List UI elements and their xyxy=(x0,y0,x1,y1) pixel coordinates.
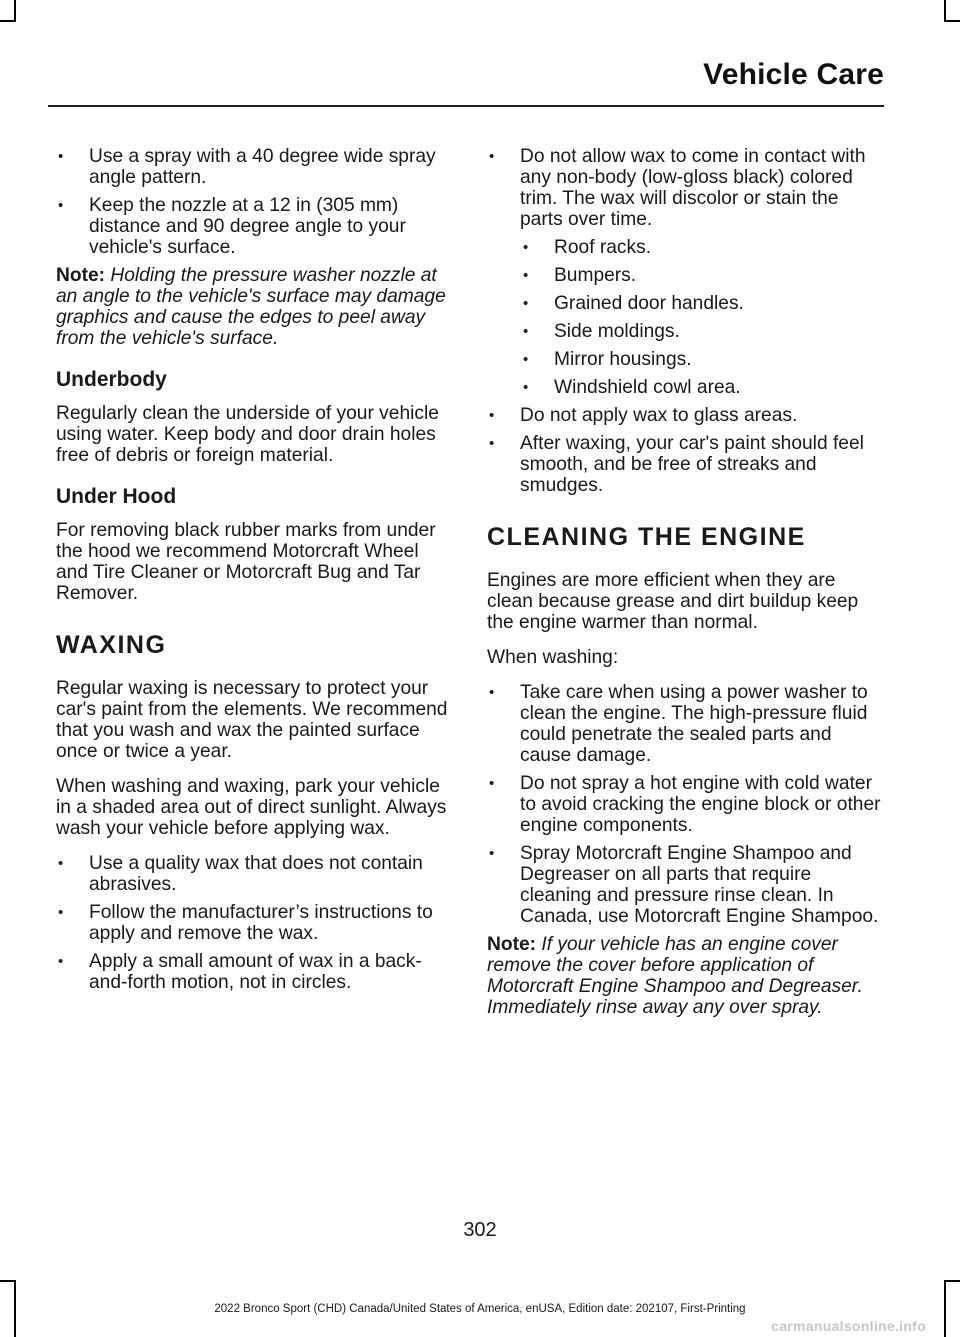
crop-mark-top-right-v xyxy=(944,0,946,22)
footer-edition-info: 2022 Bronco Sport (CHD) Canada/United States of America, enUSA, Edition date: 202107, First-Printing xyxy=(214,1303,746,1315)
note-label: Note: xyxy=(56,265,106,286)
note-text: Holding the pressure washer nozzle at an angle to the vehicle's surface may damage graphics and cause the edges to peel away from the vehicle's surface. xyxy=(56,265,446,349)
list-item: • After waxing, your car's paint should feel smooth, and be free of streaks and smudges. xyxy=(487,433,882,496)
list-item: • Do not spray a hot engine with cold water to avoid cracking the engine block or other engine components. xyxy=(487,773,882,836)
page-title: Vehicle Care xyxy=(703,58,884,91)
under-hood-text: For removing black rubber marks from under the hood we recommend Motorcraft Wheel and Tire Cleaner or Motorcraft Bug and Tar Remover. xyxy=(56,520,436,604)
section-heading-cleaning-engine: CLEANING THE ENGINE xyxy=(487,523,806,551)
waxing-paragraph-2: When washing and waxing, park your vehicle in a shaded area out of direct sunlight. Always wash your vehicle before applying wax. xyxy=(56,776,447,839)
engine-paragraph-2: When washing: xyxy=(487,647,619,668)
sub-list-item: • Grained door handles. xyxy=(487,293,882,314)
waxing-paragraph-1: Regular waxing is necessary to protect your car's paint from the elements. We recommend that you wash and wax the painted surface once or twice a year. xyxy=(56,678,448,762)
pressure-washer-list xyxy=(56,146,448,258)
note-text: If your vehicle has an engine cover remove the cover before application of Motorcraft Engine Shampoo and Degreaser. Immediately rinse away any over spray. xyxy=(487,934,863,1018)
list-item: • Apply a small amount of wax in a back-and-forth motion, not in circles. xyxy=(56,951,448,993)
waxing-list xyxy=(56,853,448,993)
note-paragraph xyxy=(487,934,882,1018)
sub-list-item: • Windshield cowl area. xyxy=(487,377,882,398)
list-item: • Take care when using a power washer to clean the engine. The high-pressure fluid could penetrate the sealed parts and cause damage. xyxy=(487,682,882,766)
section-heading-waxing: WAXING xyxy=(56,631,167,659)
engine-list xyxy=(487,682,882,927)
section-heading-underbody: Underbody xyxy=(56,368,167,391)
list-item: • Do not allow wax to come in contact with any non-body (low-gloss black) colored trim. The wax will discolor or stain the parts over time. xyxy=(487,146,882,230)
crop-mark-bottom-left-h xyxy=(0,1280,16,1282)
list-item: • Keep the nozzle at a 12 in (305 mm) distance and 90 degree angle to your vehicle's surface. xyxy=(56,195,448,258)
list-item: • Do not apply wax to glass areas. xyxy=(487,405,882,426)
crop-mark-top-right-h xyxy=(944,20,960,22)
page-number: 302 xyxy=(463,1219,497,1241)
list-item: • Follow the manufacturer’s instructions to apply and remove the wax. xyxy=(56,902,448,944)
list-item: • Spray Motorcraft Engine Shampoo and Degreaser on all parts that require cleaning and pressure rinse clean. In Canada, use Motorcraft Engine Shampoo. xyxy=(487,843,882,927)
list-item: • Use a spray with a 40 degree wide spray angle pattern. xyxy=(56,146,448,188)
sub-list-item: • Roof racks. xyxy=(487,237,882,258)
header-divider xyxy=(48,105,884,107)
note-paragraph xyxy=(56,265,448,349)
crop-mark-top-left-v xyxy=(14,0,16,22)
section-heading-under-hood: Under Hood xyxy=(56,485,177,508)
wax-trim-list xyxy=(487,146,882,496)
right-column xyxy=(487,146,882,1032)
crop-mark-top-left-h xyxy=(0,20,16,22)
list-item: • Use a quality wax that does not contain abrasives. xyxy=(56,853,448,895)
watermark: carmanualsonline.info xyxy=(771,1318,926,1334)
crop-mark-bottom-right-h xyxy=(944,1280,960,1282)
sub-list-item: • Mirror housings. xyxy=(487,349,882,370)
left-column xyxy=(56,146,448,1000)
sub-list-item: • Side moldings. xyxy=(487,321,882,342)
underbody-text: Regularly clean the underside of your vehicle using water. Keep body and door drain holes free of debris or foreign material. xyxy=(56,403,439,466)
sub-list-item: • Bumpers. xyxy=(487,265,882,286)
engine-paragraph-1: Engines are more efficient when they are clean because grease and dirt buildup keep the engine warmer than normal. xyxy=(487,570,859,633)
note-label: Note: xyxy=(487,934,537,955)
